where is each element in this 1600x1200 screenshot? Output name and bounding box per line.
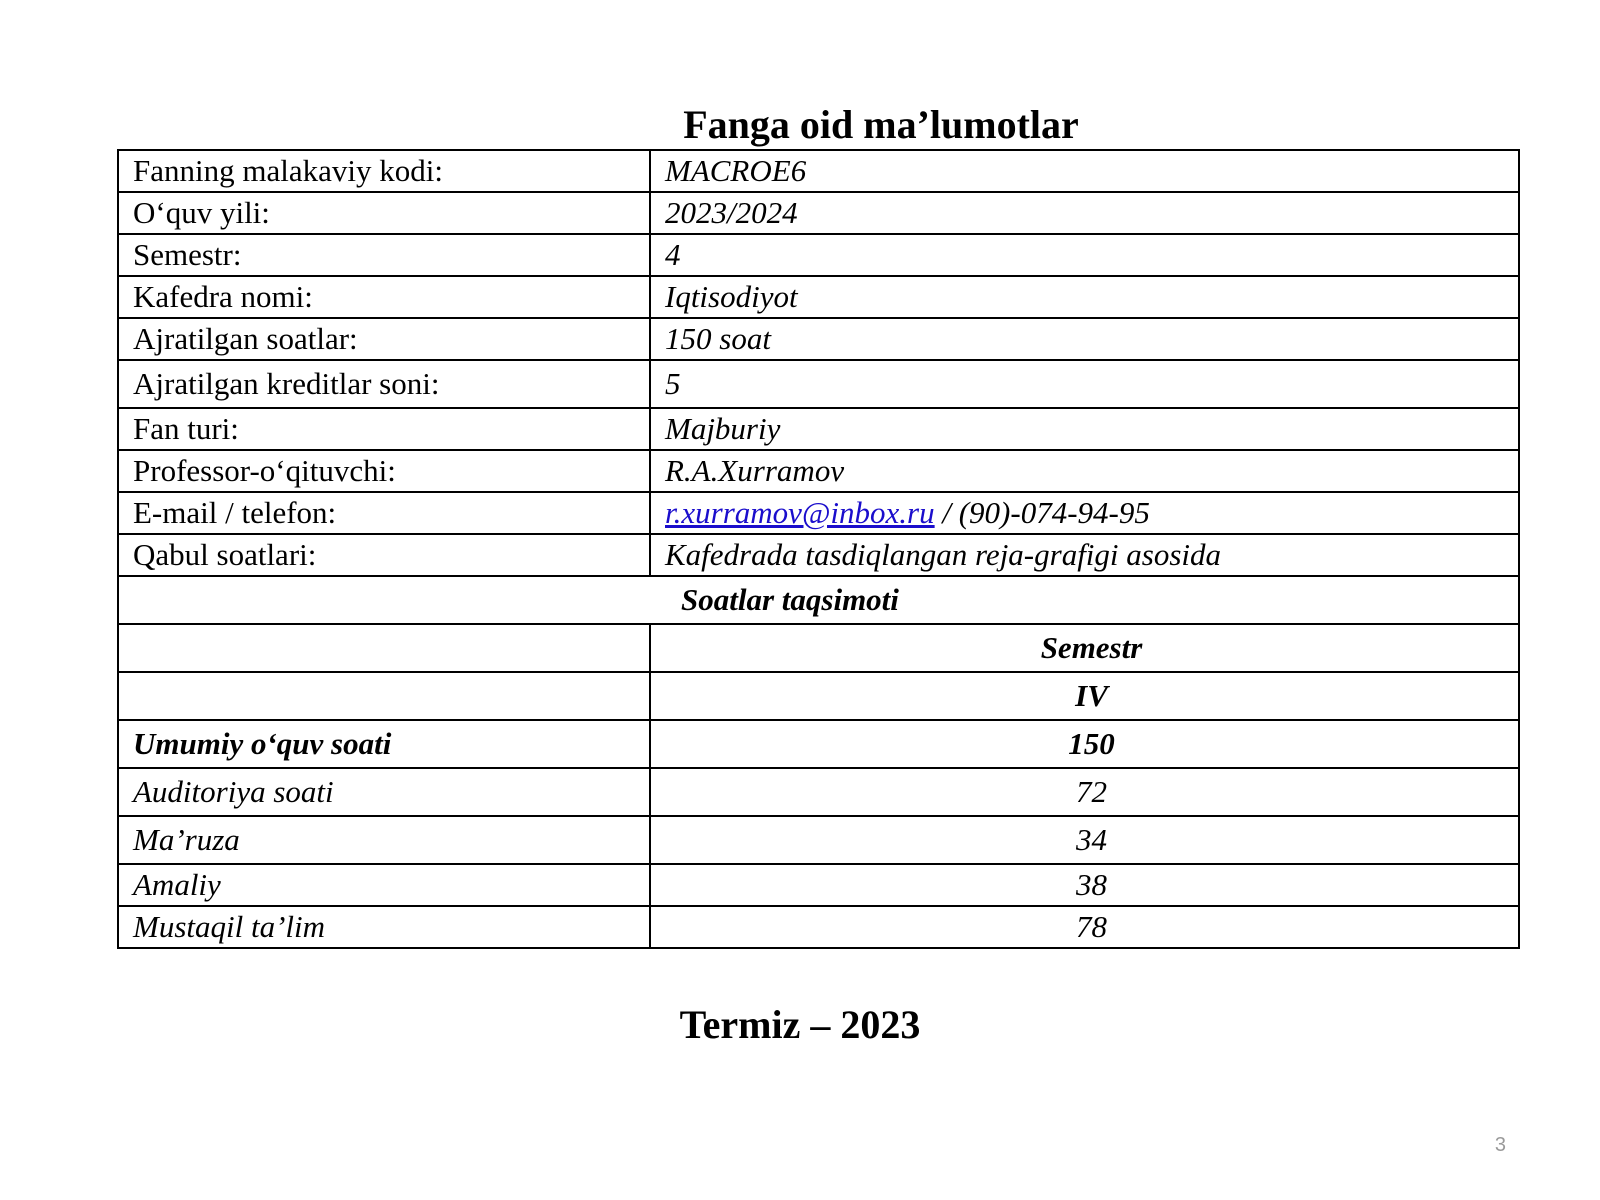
section-heading-row [118, 576, 1519, 624]
semester-header: Semestr [650, 624, 1519, 672]
row-value: 4 [650, 234, 1519, 276]
table-row [118, 150, 1519, 192]
row-label: Ajratilgan soatlar: [118, 318, 650, 360]
semester-header-row [118, 624, 1519, 672]
hours-label: Mustaqil ta’lim [118, 906, 650, 948]
row-value: MACROE6 [650, 150, 1519, 192]
table-row [118, 276, 1519, 318]
row-value: Iqtisodiyot [650, 276, 1519, 318]
hours-label: Ma’ruza [118, 816, 650, 864]
hours-value: 38 [650, 864, 1519, 906]
hours-row [118, 816, 1519, 864]
row-label: Semestr: [118, 234, 650, 276]
empty-cell [118, 624, 650, 672]
hours-label: Auditoriya soati [118, 768, 650, 816]
hours-value: 34 [650, 816, 1519, 864]
row-value: 150 soat [650, 318, 1519, 360]
hours-row [118, 906, 1519, 948]
footer-city-year: Termiz – 2023 [679, 1002, 921, 1047]
row-label: E-mail / telefon: [118, 492, 650, 534]
row-value: R.A.Xurramov [650, 450, 1519, 492]
row-label: Qabul soatlari: [118, 534, 650, 576]
semester-roman-row [118, 672, 1519, 720]
row-label: Kafedra nomi: [118, 276, 650, 318]
email-link[interactable]: r.xurramov@inbox.ru [665, 495, 935, 530]
total-hours-label: Umumiy o‘quv soati [118, 720, 650, 768]
row-label: Fanning malakaviy kodi: [118, 150, 650, 192]
total-hours-value: 150 [650, 720, 1519, 768]
page-number: 3 [1494, 1134, 1506, 1156]
semester-roman: IV [650, 672, 1519, 720]
total-hours-row [118, 720, 1519, 768]
row-value: 2023/2024 [650, 192, 1519, 234]
hours-row [118, 864, 1519, 906]
section-heading-cell [118, 576, 1519, 624]
course-info-table [117, 149, 1520, 949]
page-title: Fanga oid ma’lumotlar [683, 102, 1079, 147]
row-label: Ajratilgan kreditlar soni: [118, 360, 650, 408]
table-row [118, 492, 1519, 534]
table-row [118, 360, 1519, 408]
row-label: Fan turi: [118, 408, 650, 450]
phone-text: / (90)-074-94-95 [934, 495, 1150, 530]
empty-cell [118, 672, 650, 720]
contact-value [650, 492, 1519, 534]
table-row [118, 192, 1519, 234]
table-row [118, 450, 1519, 492]
row-value: Kafedrada tasdiqlangan reja-grafigi asosida [650, 534, 1519, 576]
row-label: O‘quv yili: [118, 192, 650, 234]
table-row [118, 534, 1519, 576]
hours-value: 72 [650, 768, 1519, 816]
table-row [118, 408, 1519, 450]
table-row [118, 234, 1519, 276]
hours-label: Amaliy [118, 864, 650, 906]
row-value: Majburiy [650, 408, 1519, 450]
hours-row [118, 768, 1519, 816]
section-heading: Soatlar taqsimoti [681, 582, 899, 617]
row-value: 5 [650, 360, 1519, 408]
hours-value: 78 [650, 906, 1519, 948]
table-row [118, 318, 1519, 360]
row-label: Professor-o‘qituvchi: [118, 450, 650, 492]
